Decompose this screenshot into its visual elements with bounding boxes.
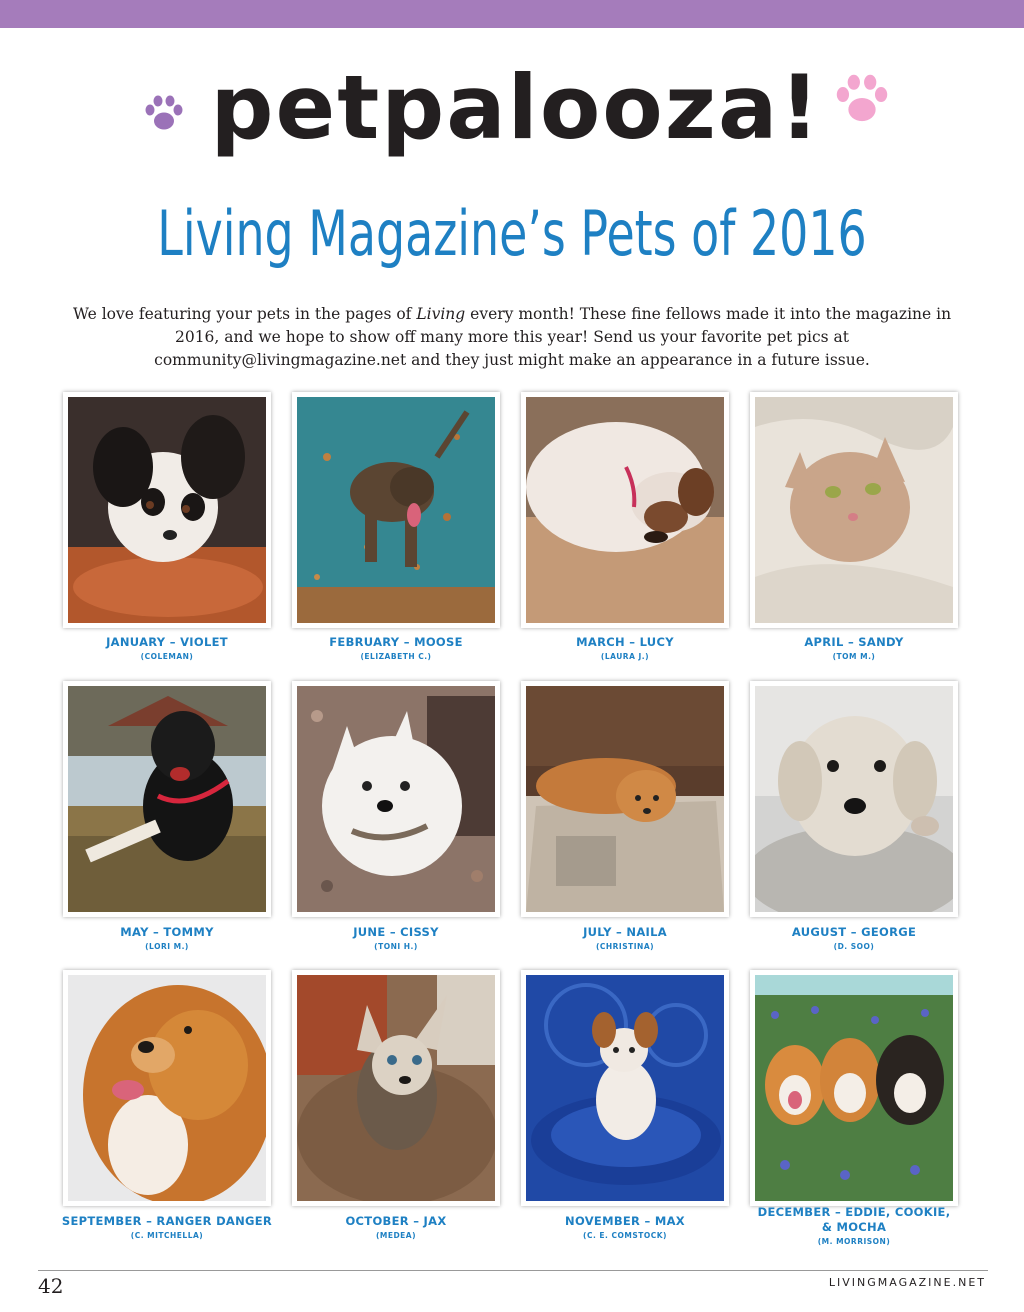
pet-owner: (TONI H.) <box>374 942 418 951</box>
pet-owner: (C. E. COMSTOCK) <box>583 1231 667 1240</box>
pet-photo-august <box>750 681 958 917</box>
pet-owner: (C. MITCHELLA) <box>130 1231 204 1240</box>
pet-owner: (LAURA J.) <box>600 652 650 661</box>
pet-photo-september <box>63 970 271 1206</box>
pet-photo-april <box>750 392 958 628</box>
pet-owner: (MEDEA) <box>375 1231 417 1240</box>
intro-magazine-name: Living <box>416 305 466 323</box>
pet-photo-july <box>521 681 729 917</box>
pet-photo-february <box>292 392 500 628</box>
pet-name: FEBRUARY – MOOSE <box>329 635 463 649</box>
caption-september <box>57 1214 277 1241</box>
pet-name: APRIL – SANDY <box>804 635 904 649</box>
pet-photo-june <box>292 681 500 917</box>
pet-name: MAY – TOMMY <box>120 925 214 939</box>
pet-name: AUGUST – GEORGE <box>791 925 917 939</box>
logo-text: petpalooza! <box>210 56 822 159</box>
pet-name: DECEMBER – EDDIE, COOKIE, & MOCHA <box>757 1205 951 1234</box>
pet-owner: (CHRISTINA) <box>595 942 655 951</box>
caption-june <box>286 925 506 952</box>
pet-owner: (M. MORRISON) <box>817 1237 891 1246</box>
caption-april <box>744 635 964 662</box>
pet-name: OCTOBER – JAX <box>345 1214 447 1228</box>
caption-july <box>515 925 735 952</box>
pet-name: NOVEMBER – MAX <box>565 1214 685 1228</box>
pink-paw-icon <box>832 70 892 130</box>
site-url: LIVINGMAGAZINE.NET <box>828 1276 986 1289</box>
caption-november <box>515 1214 735 1241</box>
pet-name: MARCH – LUCY <box>576 635 674 649</box>
pet-photo-march <box>521 392 729 628</box>
logo <box>0 56 1024 160</box>
caption-may <box>57 925 277 952</box>
footer-divider <box>38 1270 988 1271</box>
intro-text-1: We love featuring your pets in the pages of <box>72 305 417 323</box>
caption-march <box>515 635 735 662</box>
pet-owner: (D. SOO) <box>833 942 875 951</box>
pet-name: SEPTEMBER – RANGER DANGER <box>61 1214 273 1228</box>
intro-paragraph <box>66 303 958 372</box>
caption-october <box>286 1214 506 1241</box>
pet-name: JUNE – CISSY <box>353 925 439 939</box>
pet-photo-november <box>521 970 729 1206</box>
pet-owner: (ELIZABETH C.) <box>360 652 432 661</box>
caption-february <box>286 635 506 662</box>
intro-text-2: every month! These fine fellows made it into the magazine in 2016, and we hope to show off many more this year! Send us your favorite pet pics at community@livingmagazine.net and they just might make an appearance in a future issue. <box>154 305 952 369</box>
pet-owner: (LORI M.) <box>145 942 189 951</box>
pet-owner: (TOM M.) <box>832 652 876 661</box>
top-color-bar <box>0 0 1024 28</box>
pet-name: JANUARY – VIOLET <box>106 635 228 649</box>
caption-december <box>754 1205 954 1247</box>
purple-paw-icon <box>142 92 186 136</box>
pet-photo-october <box>292 970 500 1206</box>
pet-photo-may <box>63 681 271 917</box>
pet-photo-december <box>750 970 958 1206</box>
caption-august <box>744 925 964 952</box>
page-title: Living Magazine’s Pets of 2016 <box>157 197 867 270</box>
pet-photo-january <box>63 392 271 628</box>
page-number: 42 <box>38 1274 64 1298</box>
caption-january <box>57 635 277 662</box>
pet-name: JULY – NAILA <box>583 925 667 939</box>
pet-owner: (COLEMAN) <box>140 652 194 661</box>
